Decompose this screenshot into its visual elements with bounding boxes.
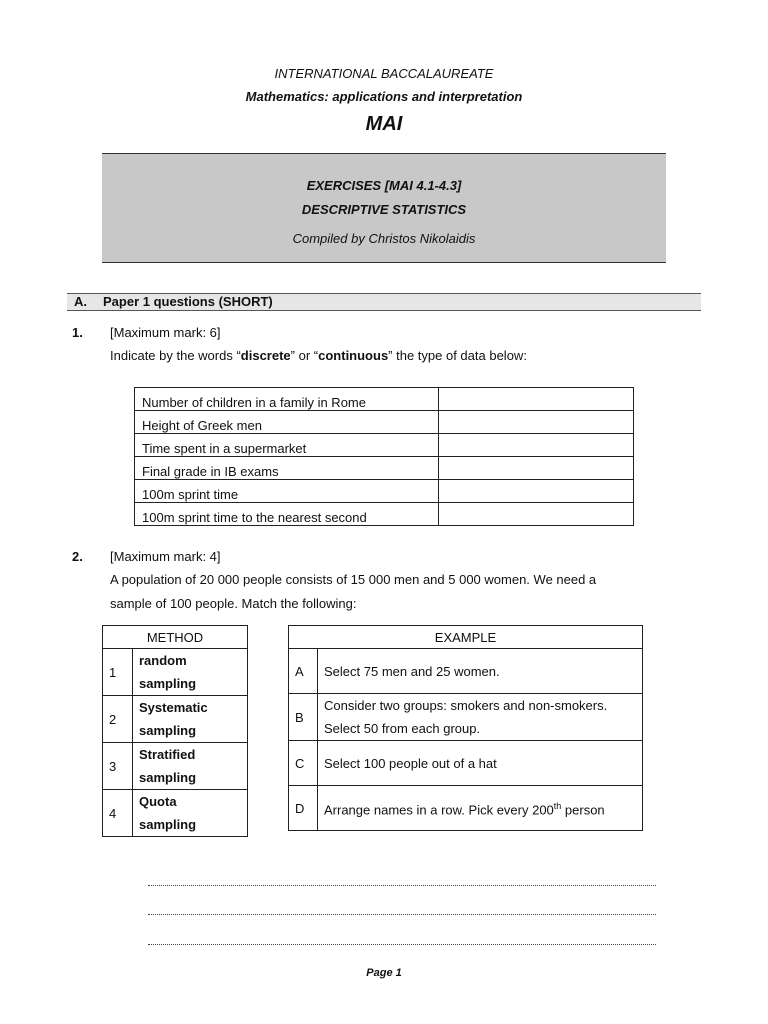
course-code: MAI <box>365 113 403 135</box>
method-table <box>102 625 248 837</box>
table-row <box>135 434 634 457</box>
institution-title: INTERNATIONAL BACCALAUREATE <box>274 66 494 81</box>
q1-number: 1. <box>72 325 83 340</box>
topic-title: DESCRIPTIVE STATISTICS <box>301 202 467 217</box>
answer-line[interactable] <box>148 884 656 886</box>
data-item: Number of children in a family in Rome <box>135 388 439 411</box>
example-text: Consider two groups: smokers and non-smokers. Select 50 from each group. <box>318 694 643 741</box>
table-row <box>135 411 634 434</box>
example-text: Arrange names in a row. Pick every 200th person <box>318 786 643 831</box>
method-name: Systematic sampling <box>133 696 248 743</box>
answer-line[interactable] <box>148 943 656 945</box>
q2-text-line1: A population of 20 000 people consists of 15 000 men and 5 000 women. We need a <box>110 572 597 587</box>
data-item: 100m sprint time to the nearest second <box>135 503 439 526</box>
data-item: 100m sprint time <box>135 480 439 503</box>
section-title: Paper 1 questions (SHORT) <box>103 294 273 309</box>
table-row <box>289 649 643 694</box>
course-title: Mathematics: applications and interpretation <box>245 89 523 104</box>
q1-instruction: Indicate by the words “discrete” or “continuous” the type of data below: <box>110 348 527 363</box>
method-name: Quota sampling <box>133 790 248 837</box>
answer-cell[interactable] <box>439 480 634 503</box>
title-box <box>102 153 666 263</box>
author-line: Compiled by Christos Nikolaidis <box>292 231 476 246</box>
example-header: EXAMPLE <box>289 626 643 649</box>
answer-cell[interactable] <box>439 457 634 480</box>
table-row <box>135 503 634 526</box>
example-table <box>288 625 643 831</box>
table-row <box>103 696 248 743</box>
table-row <box>103 649 248 696</box>
answer-line[interactable] <box>148 913 656 915</box>
answer-cell[interactable] <box>439 503 634 526</box>
method-number: 1 <box>103 649 133 696</box>
method-number: 2 <box>103 696 133 743</box>
q1-marks: [Maximum mark: 6] <box>110 325 221 340</box>
method-name: Stratified sampling <box>133 743 248 790</box>
answer-cell[interactable] <box>439 434 634 457</box>
data-type-table <box>134 387 634 526</box>
table-row <box>289 694 643 741</box>
table-row <box>135 480 634 503</box>
exercises-title: EXERCISES [MAI 4.1-4.3] <box>306 178 462 193</box>
keyword-continuous: continuous <box>318 348 389 363</box>
keyword-discrete: discrete <box>240 348 291 363</box>
q2-marks: [Maximum mark: 4] <box>110 549 221 564</box>
answer-cell[interactable] <box>439 411 634 434</box>
method-number: 4 <box>103 790 133 837</box>
data-item: Height of Greek men <box>135 411 439 434</box>
page-number: Page 1 <box>366 967 402 979</box>
section-header <box>67 293 701 311</box>
table-row <box>103 790 248 837</box>
example-letter: D <box>289 786 318 831</box>
table-row <box>289 786 643 831</box>
q2-number: 2. <box>72 549 83 564</box>
table-row <box>289 741 643 786</box>
method-header: METHOD <box>103 626 248 649</box>
table-row <box>135 457 634 480</box>
method-number: 3 <box>103 743 133 790</box>
example-letter: C <box>289 741 318 786</box>
example-letter: B <box>289 694 318 741</box>
section-letter: A. <box>74 294 87 309</box>
data-item: Final grade in IB exams <box>135 457 439 480</box>
example-text: Select 75 men and 25 women. <box>318 649 643 694</box>
method-name: random sampling <box>133 649 248 696</box>
q2-text-line2: sample of 100 people. Match the following: <box>110 596 357 611</box>
data-item: Time spent in a supermarket <box>135 434 439 457</box>
example-letter: A <box>289 649 318 694</box>
answer-cell[interactable] <box>439 388 634 411</box>
table-row <box>103 743 248 790</box>
table-row <box>135 388 634 411</box>
example-text: Select 100 people out of a hat <box>318 741 643 786</box>
